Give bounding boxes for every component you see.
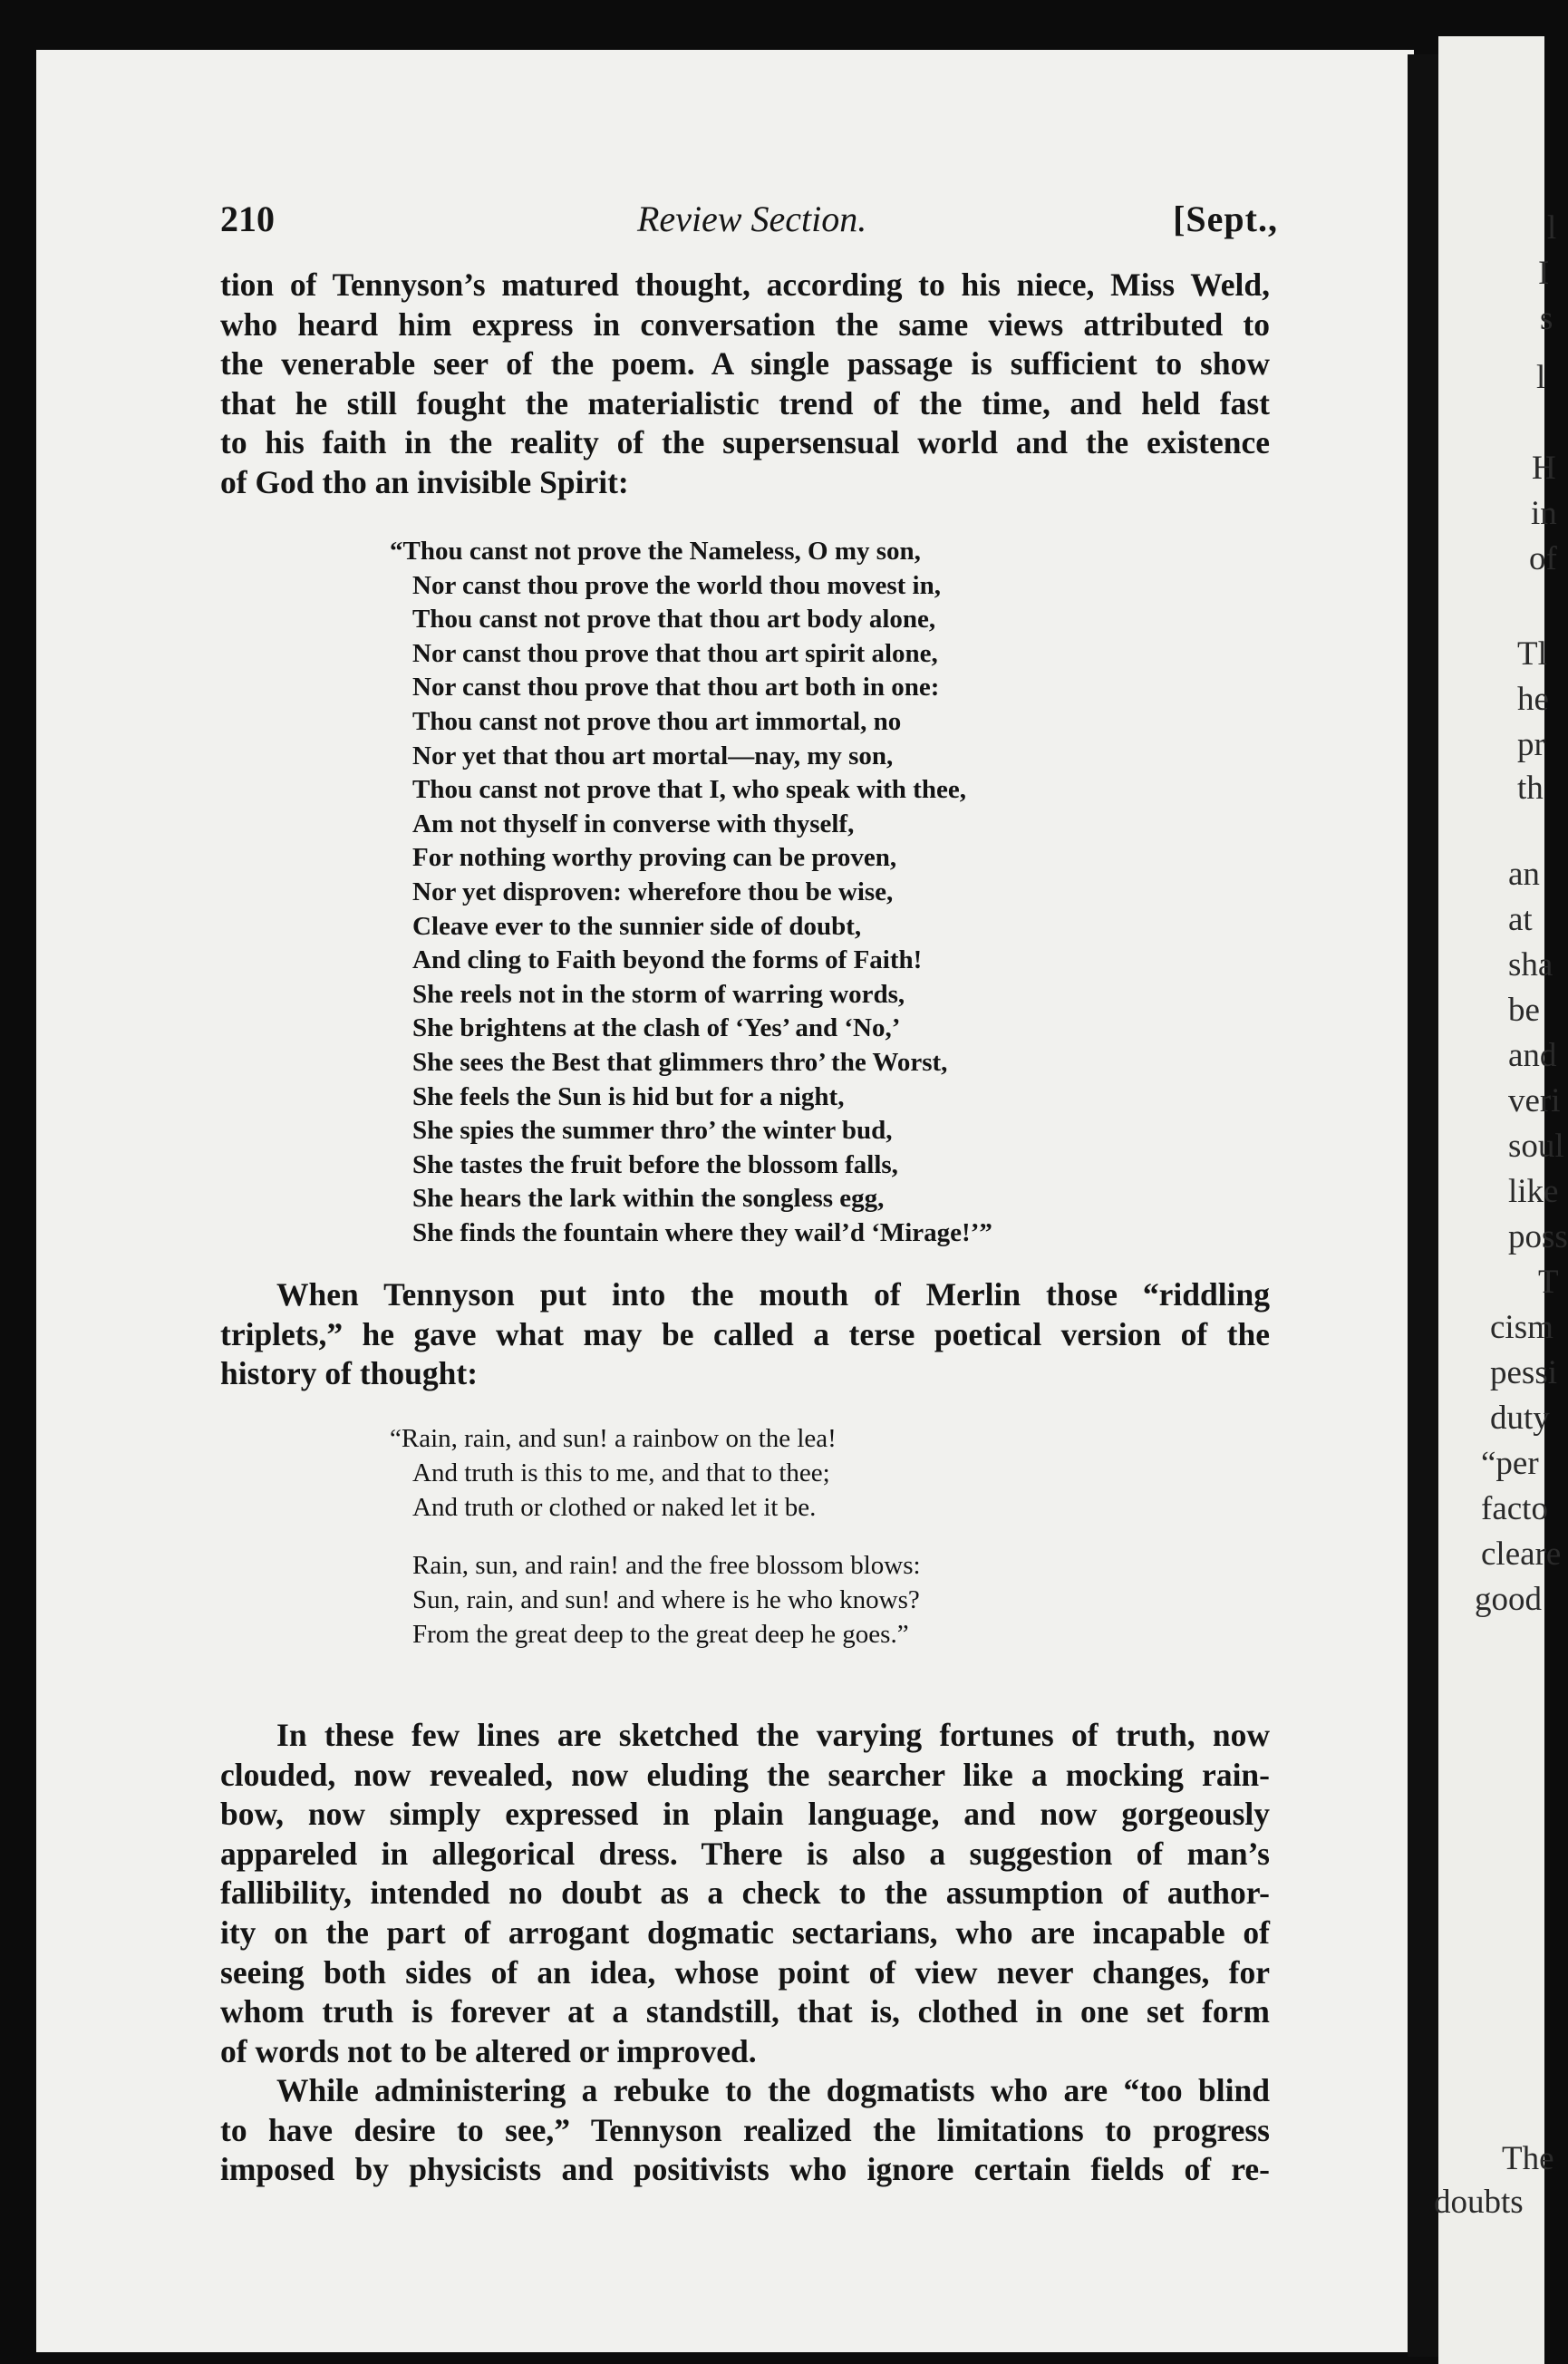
facing-text: I [1538, 255, 1550, 292]
facing-text: pessi [1490, 1354, 1557, 1391]
poem-line: Nor canst thou prove that thou art spirit alone, [412, 638, 938, 668]
poem-line: Am not thyself in converse with thyself, [412, 809, 855, 838]
text-line: bow, now simply expressed in plain language, and now gorgeously [220, 1796, 1270, 1833]
facing-text: doubts [1434, 2184, 1524, 2221]
facing-text: like [1508, 1173, 1559, 1210]
poem-line: Thou canst not prove thou art immortal, no [412, 706, 902, 736]
paragraph-1 [220, 266, 1270, 503]
facing-text: good [1475, 1581, 1542, 1618]
poem-line: She brightens at the clash of ‘Yes’ and ‘No,’ [412, 1013, 901, 1043]
text-line: whom truth is forever at a standstill, that is, clothed in one set form [220, 1993, 1270, 2030]
text-line: ity on the part of arrogant dogmatic sectarians, who are incapable of [220, 1913, 1270, 1951]
poem-line: And cling to Faith beyond the forms of Faith! [412, 945, 923, 975]
facing-text: “per [1481, 1445, 1539, 1482]
page-number: 210 [220, 199, 275, 239]
facing-text: sha [1508, 946, 1553, 983]
text-line: who heard him express in conversation the same views attributed to [220, 305, 1270, 343]
running-header [220, 198, 1278, 241]
paragraph-2 [220, 1275, 1270, 1394]
facing-text: veri [1508, 1082, 1561, 1119]
text-line: to have desire to see,” Tennyson realized the limitations to progress [220, 2111, 1270, 2148]
text-line: the venerable seer of the poem. A single passage is sufficient to show [220, 345, 1270, 383]
poem-line: Cleave ever to the sunnier side of doubt, [412, 911, 862, 941]
facing-text: H [1532, 450, 1556, 487]
paragraph-4 [220, 2071, 1270, 2190]
poem-line: She sees the Best that glimmers thro’ the Worst, [412, 1047, 948, 1077]
text-line: When Tennyson put into the mouth of Merlin those “riddling [276, 1276, 1270, 1313]
facing-text: of [1529, 540, 1557, 577]
stanza-gap [390, 1525, 921, 1548]
issue-month: [Sept., [1173, 199, 1278, 239]
poem-quote-2 [390, 1421, 921, 1652]
poem-line: “Rain, rain, and sun! a rainbow on the lea! [390, 1424, 837, 1453]
poem-line: From the great deep to the great deep he goes.” [412, 1620, 909, 1649]
poem-line: Thou canst not prove that thou art body alone, [412, 605, 936, 635]
text-line: seeing both sides of an idea, whose point of view never changes, for [220, 1953, 1270, 1991]
poem-line: She tastes the fruit before the blossom falls, [412, 1149, 898, 1179]
facing-text: th [1517, 770, 1544, 807]
facing-text: in [1531, 495, 1557, 532]
poem-line: She hears the lark within the songless egg, [412, 1184, 885, 1214]
paragraph-3 [220, 1716, 1270, 2071]
book-gutter [1408, 54, 1438, 2357]
text-line: to his faith in the reality of the supersensual world and the existence [220, 424, 1270, 461]
poem-line: She feels the Sun is hid but for a night, [412, 1081, 845, 1111]
facing-text: l [1536, 359, 1546, 396]
facing-text: an [1508, 856, 1540, 893]
facing-text: T [1538, 1264, 1559, 1301]
facing-text: cism [1490, 1309, 1553, 1346]
text-line: triplets,” he gave what may be called a terse poetical version of the [220, 1315, 1270, 1352]
poem-line: And truth is this to me, and that to thee; [412, 1458, 830, 1487]
poem-line: And truth or clothed or naked let it be. [412, 1493, 817, 1522]
poem-line: For nothing worthy proving can be proven, [412, 843, 897, 873]
text-line: imposed by physicists and positivists who ignore certain fields of re- [220, 2151, 1270, 2188]
poem-line: She reels not in the storm of warring words, [412, 979, 905, 1009]
facing-text: cleare [1481, 1536, 1562, 1573]
text-line: of God tho an invisible Spirit: [220, 463, 629, 500]
running-title: Review Section. [637, 199, 867, 239]
text-line: history of thought: [220, 1355, 479, 1392]
facing-text: The [1502, 2140, 1554, 2177]
poem-line: Nor canst thou prove the world thou movest in, [412, 570, 941, 600]
facing-text: poss [1508, 1218, 1568, 1255]
poem-line: Nor yet disproven: wherefore thou be wise, [412, 877, 894, 906]
facing-text: duty [1490, 1400, 1550, 1437]
facing-text: facto [1481, 1490, 1548, 1527]
facing-text: Tl [1517, 635, 1547, 673]
poem-quote-1 [390, 535, 992, 1250]
text-line: that he still fought the materialistic trend of the time, and held fast [220, 384, 1270, 421]
poem-line: Nor canst thou prove that thou art both in one: [412, 673, 940, 702]
poem-line: She spies the summer thro’ the winter bud, [412, 1116, 893, 1146]
poem-line: Nor yet that thou art mortal—nay, my son, [412, 741, 894, 770]
facing-text: pr [1517, 726, 1545, 763]
text-line: While administering a rebuke to the dogmatists who are “too blind [276, 2072, 1270, 2108]
text-line: appareled in allegorical dress. There is also a suggestion of man’s [220, 1835, 1270, 1872]
text-line: tion of Tennyson’s matured thought, according to his niece, Miss Weld, [220, 266, 1270, 303]
facing-text: s [1540, 300, 1553, 337]
facing-text: at [1508, 901, 1533, 938]
text-line: clouded, now revealed, now eluding the searcher like a mocking rain- [220, 1756, 1270, 1793]
poem-line: Thou canst not prove that I, who speak with thee, [412, 775, 966, 805]
facing-text: he [1517, 681, 1549, 718]
text-line: In these few lines are sketched the varying fortunes of truth, now [276, 1717, 1270, 1753]
text-line: fallibility, intended no doubt as a check to the assumption of author- [220, 1875, 1270, 1912]
facing-text: be [1508, 992, 1540, 1029]
facing-page-fragment [1434, 36, 1568, 2364]
poem-line: “Thou canst not prove the Nameless, O my son, [390, 537, 921, 566]
facing-text: soul [1508, 1128, 1564, 1165]
facing-text: and [1508, 1037, 1557, 1074]
text-line: of words not to be altered or improved. [220, 2032, 757, 2069]
poem-line: Rain, sun, and rain! and the free blossom blows: [412, 1551, 921, 1580]
poem-line: Sun, rain, and sun! and where is he who knows? [412, 1585, 920, 1614]
facing-text: l [1547, 209, 1557, 247]
poem-line: She finds the fountain where they wail’d ‘Mirage!’” [412, 1217, 992, 1247]
